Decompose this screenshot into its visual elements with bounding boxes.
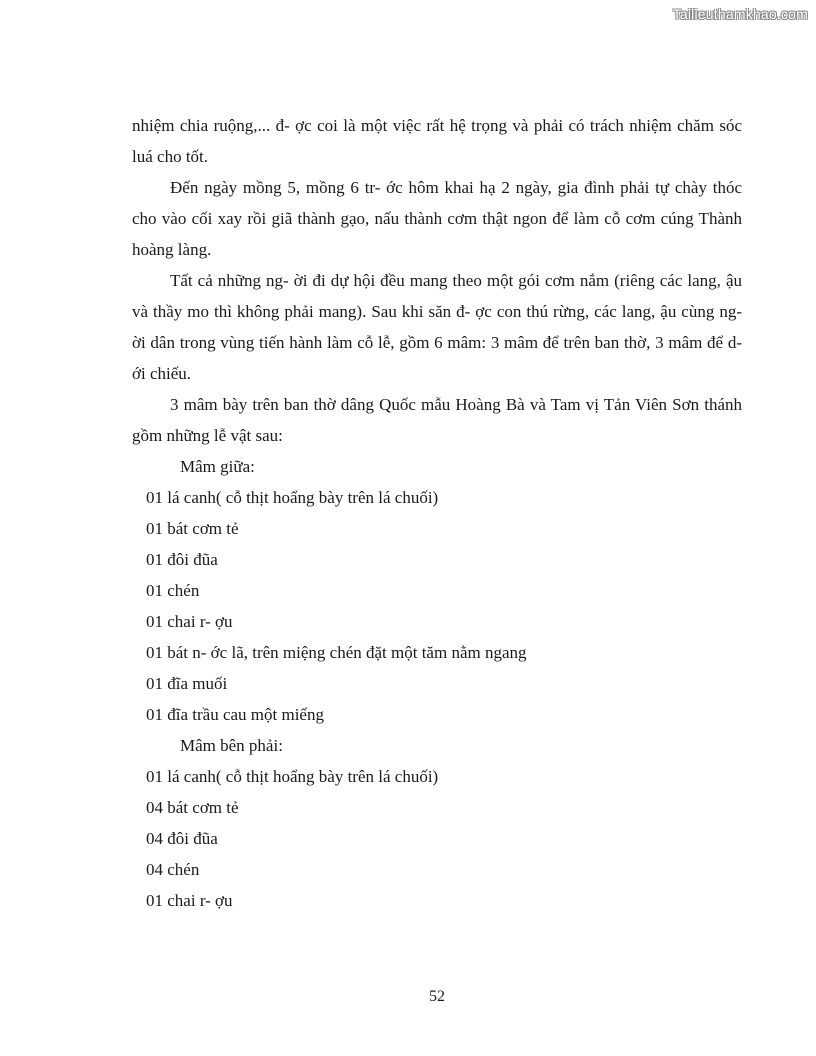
list-item: 01 lá canh( cỗ thịt hoẩng bày trên lá chuối) — [146, 488, 439, 507]
list-item: 04 chén — [146, 860, 200, 879]
list-item: 01 đĩa trầu cau một miếng — [146, 705, 324, 724]
list-item: 01 bát n- ớc lã, trên miệng chén đặt một tăm nằm ngang — [146, 643, 527, 662]
paragraph-3: Tất cả những ng- ời đi dự hội đều mang theo một gói cơm nắm (riêng các lang, ậu và thầy mo thì không phải mang). Sau khi săn đ- ợc con thú rừng, các lang, ậu cùng ng- ời dân trong vùng tiến hành làm cỗ lễ, gồm 6 mâm: 3 mâm để trên ban thờ, 3 mâm để d- ới chiếu. — [132, 271, 742, 383]
page-number: 52 — [429, 988, 445, 1005]
list-item: 04 bát cơm tẻ — [146, 798, 239, 817]
tray-right-section — [132, 730, 742, 916]
list-item: 01 đôi đũa — [146, 550, 218, 569]
list-item: 04 đôi đũa — [146, 829, 218, 848]
paragraph-4: 3 mâm bày trên ban thờ dâng Quốc mẫu Hoàng Bà và Tam vị Tản Viên Sơn thánh gồm những lễ vật sau: — [132, 395, 742, 445]
page-body — [132, 110, 742, 916]
list-item: 01 chai r- ợu — [146, 612, 233, 631]
tray-middle-section — [132, 451, 742, 730]
tray-right-heading: Mâm bên phải: — [180, 736, 283, 755]
watermark-text: Tailieuthamkhao.com — [672, 6, 808, 22]
list-item: 01 lá canh( cỗ thịt hoẩng bày trên lá chuối) — [146, 767, 439, 786]
list-item: 01 bát cơm tẻ — [146, 519, 239, 538]
paragraph-1: nhiệm chia ruộng,... đ- ợc coi là một việc rất hệ trọng và phải có trách nhiệm chăm sóc luá cho tốt. — [132, 116, 742, 166]
list-item: 01 chén — [146, 581, 200, 600]
list-item: 01 chai r- ợu — [146, 891, 233, 910]
tray-middle-heading: Mâm giữa: — [180, 457, 255, 476]
list-item: 01 đĩa muối — [146, 674, 228, 693]
paragraph-2: Đến ngày mồng 5, mồng 6 tr- ớc hôm khai hạ 2 ngày, gia đình phải tự chày thóc cho vào cối xay rồi giã thành gạo, nấu thành cơm thật ngon để làm cỗ cơm cúng Thành hoàng làng. — [132, 178, 742, 259]
